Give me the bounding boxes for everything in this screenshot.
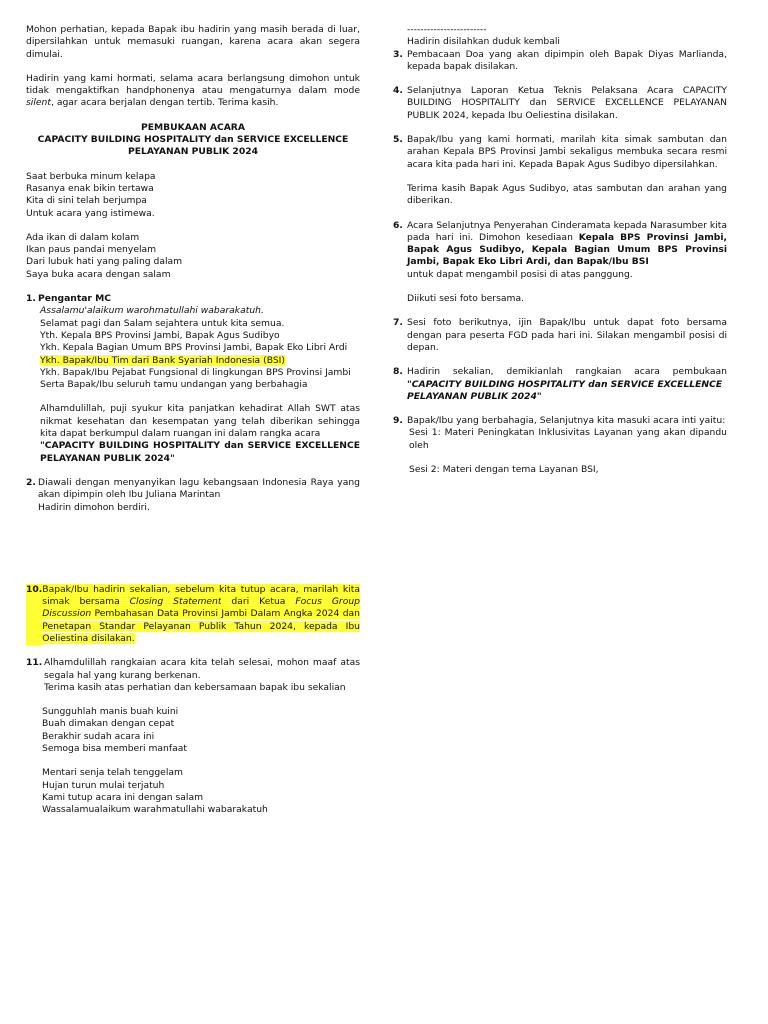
section-text: Hadirin sekalian, demikianlah rangkaian acara pembukaan <box>407 366 727 378</box>
section-number: 10. <box>26 584 42 645</box>
section-number: 3. <box>393 48 403 60</box>
section-10 <box>26 584 360 645</box>
section-11 <box>26 657 360 694</box>
pantun-closing-2 <box>26 767 360 816</box>
heading-pembukaan: PEMBUKAAN ACARA <box>141 121 245 133</box>
section-text <box>407 220 727 269</box>
divider-dashes: ------------------------ <box>407 24 487 35</box>
pantun-line: Ada ikan di dalam kolam <box>26 231 140 243</box>
sesi-2: Sesi 2: Materi dengan tema Layanan BSI, <box>409 464 599 476</box>
pantun-line: Mentari senja telah tenggelam <box>42 767 183 779</box>
section-number: 6. <box>393 219 403 231</box>
pantun-line: Hujan turun mulai terjatuh <box>42 779 165 791</box>
greeting-line-highlighted <box>40 355 360 367</box>
seated-text: Hadirin disilahkan duduk kembali <box>407 36 560 48</box>
closing-text-a: Bapak/Ibu hadirin sekalian, sebelum kita tutup acara, marilah kita simak bersama <box>42 583 360 608</box>
section-title: Pengantar MC <box>38 293 112 305</box>
salam-line: Assalamu'alaikum warohmatullahi wabarakatuh. <box>40 305 264 317</box>
section-text: Pembacaan Doa yang akan dipimpin oleh Bapak Diyas Marlianda, kepada bapak disilakan. <box>407 48 727 72</box>
section-3 <box>393 49 727 74</box>
section-number: 4. <box>393 85 403 97</box>
pantun-closing-1 <box>26 706 360 755</box>
section-1 <box>26 293 360 305</box>
section-text: Diikuti sesi foto bersama. <box>407 293 524 305</box>
pantun-line: Kami tutup acara ini dengan salam <box>42 791 204 803</box>
section-text: Diawali dengan menyanyikan lagu kebangsaan Indonesia Raya yang akan dipimpin oleh Ibu Juliana Marintan <box>38 476 360 501</box>
handphone-notice <box>26 73 360 110</box>
heading-capacity: CAPACITY BUILDING HOSPITALITY dan SERVICE EXCELLENCE <box>37 134 349 146</box>
section-5 <box>393 134 727 207</box>
fgd-em: Focus Group Discussion <box>42 596 360 620</box>
closing-statement-em: Closing Statement <box>129 596 222 608</box>
section-1-paragraph <box>26 403 360 464</box>
pantun-line: Kita di sini telah berjumpa <box>26 195 147 207</box>
pantun-line: Semoga bisa memberi manfaat <box>42 743 187 755</box>
section-9 <box>393 415 727 476</box>
sesi-1: Sesi 1: Materi Peningkatan Inklusivitas Layanan yang akan dipandu oleh <box>409 427 727 451</box>
section-text: Alhamdulillah rangkaian acara kita telah selesai, mohon maaf atas segala hal yang kurang berkenan. <box>44 657 360 681</box>
notice-silent: silent <box>26 97 51 109</box>
event-title-bold: "CAPACITY BUILDING HOSPITALITY dan SERVICE EXCELLENCE PELAYANAN PUBLIK 2024" <box>40 440 360 464</box>
section-text <box>42 584 360 645</box>
greeting-line: Selamat pagi dan Salam sejahtera untuk kita semua. <box>40 317 285 329</box>
pantun-line: Rasanya enak bikin tertawa <box>26 182 154 194</box>
section-number: 9. <box>393 415 403 427</box>
pantun-line: Dari lubuk hati yang paling dalam <box>26 256 183 268</box>
handover-text: Acara Selanjutnya Penyerahan Cinderamata kepada Narasumber kita pada hari ini. Dimohon kesediaan <box>407 219 727 243</box>
section-number: 8. <box>393 366 403 378</box>
section-number: 1. <box>26 293 36 305</box>
pantun-line: Untuk acara yang istimewa. <box>26 207 155 219</box>
section-1-body <box>26 305 360 391</box>
section-text: Sesi foto berikutnya, ijin Bapak/Ibu untuk dapat foto bersama dengan para peserta FGD pada hari ini. Silakan mengambil posisi di depan. <box>407 317 727 353</box>
notice-text-a: Hadirin yang kami hormati, selama acara berlangsung dimohon untuk tidak mengaktifkan handphonenya atau mengaturnya dalam mode <box>26 72 360 97</box>
event-title-bold-italic: "CAPACITY BUILDING HOSPITALITY dan SERVICE EXCELLENCE PELAYANAN PUBLIK 2024" <box>407 378 723 402</box>
section-4 <box>393 85 727 122</box>
section-2 <box>26 477 360 514</box>
closing-text-c: Pembahasan Data Provinsi Jambi Dalam Angka 2024 dan Penetapan Standar Pelayanan Publik Tahun 2024, kepada Ibu Oeliestina disilakan. <box>42 608 360 644</box>
section-number: 5. <box>393 134 403 146</box>
left-column <box>26 24 360 817</box>
section-6 <box>393 220 727 306</box>
section-number: 7. <box>393 317 403 329</box>
right-column <box>393 24 727 476</box>
section-text: Terima kasih Bapak Agus Sudibyo, atas sambutan dan arahan yang diberikan. <box>407 182 727 207</box>
pantun-opening-1 <box>26 171 360 220</box>
section-text: Hadirin dimohon berdiri. <box>38 501 150 513</box>
greeting-line: Yth. Kepala BPS Provinsi Jambi, Bapak Agus Sudibyo <box>40 329 280 341</box>
pantun-line: Berakhir sudah acara ini <box>42 730 155 742</box>
greeting-line: Ykh. Bapak/Ibu Pejabat Fungsional di lingkungan BPS Provinsi Jambi <box>40 366 351 378</box>
pantun-opening-2 <box>26 232 360 281</box>
section-text: Bapak/Ibu yang kami hormati, marilah kita simak sambutan dan arahan Kepala BPS Provinsi Jambi sekaligus membuka secara resmi acara kita pada hari ini. Kepada Bapak Agus Sudibyo dipersilahkan. <box>407 134 727 170</box>
seated-block <box>393 24 727 49</box>
alhamdulillah-text: Alhamdulillah, puji syukur kita panjatkan kehadirat Allah SWT atas nikmat kesehatan dan kesempatan yang telah diberikan sehingga kita dapat berkumpul dalam ruangan ini dalam rangka acara <box>40 403 360 440</box>
pantun-line: Buah dimakan dengan cepat <box>42 718 175 730</box>
handover-names-bold: Kepala BPS Provinsi Jambi, Bapak Agus Sudibyo, Kepala Bagian Umum BPS Provinsi Jambi, Bapak Eko Libri Ardi, dan Bapak/Ibu BSI <box>407 231 727 268</box>
section-text: Selanjutnya Laporan Ketua Teknis Pelaksana Acara CAPACITY BUILDING HOSPITALITY dan SERVICE EXCELLENCE PELAYANAN PUBLIK 2024, kepada Ibu Oeliestina disilakan. <box>407 85 727 121</box>
highlight-text: Ykh. Bapak/Ibu Tim dari Bank Syariah Indonesia (BSI) <box>40 354 285 366</box>
greeting-line: Serta Bapak/Ibu seluruh tamu undangan yang berbahagia <box>40 379 308 391</box>
greeting-line: Ykh. Kepala Bagian Umum BPS Provinsi Jambi, Bapak Eko Libri Ardi <box>40 342 348 354</box>
pantun-line: Saat berbuka minum kelapa <box>26 170 156 182</box>
section-text: Terima kasih atas perhatian dan kebersamaan bapak ibu sekalian <box>44 681 346 693</box>
section-text: untuk dapat mengambil posisi di atas panggung. <box>407 268 633 280</box>
pantun-line: Ikan paus pandai menyelam <box>26 244 157 256</box>
section-8 <box>393 366 727 403</box>
notice-text-b: , agar acara berjalan dengan tertib. Terima kasih. <box>50 97 279 109</box>
section-number: 2. <box>26 476 36 488</box>
section-text: Bapak/Ibu yang berbahagia, Selanjutnya kita masuki acara inti yaitu: <box>407 415 726 427</box>
pantun-line: Saya buka acara dengan salam <box>26 268 171 280</box>
section-7 <box>393 317 727 354</box>
heading-pelayanan: PELAYANAN PUBLIK 2024 <box>127 146 259 158</box>
section-number: 11. <box>26 657 43 669</box>
intro-paragraph: Mohon perhatian, kepada Bapak ibu hadirin yang masih berada di luar, dipersilahkan untuk memasuki ruangan, karena acara akan segera dimulai. <box>26 24 360 60</box>
pantun-line: Wassalamualaikum warahmatullahi wabarakatuh <box>42 804 268 816</box>
closing-text-b: dari Ketua <box>221 596 296 608</box>
pantun-line: Sungguhlah manis buah kuini <box>42 706 179 718</box>
